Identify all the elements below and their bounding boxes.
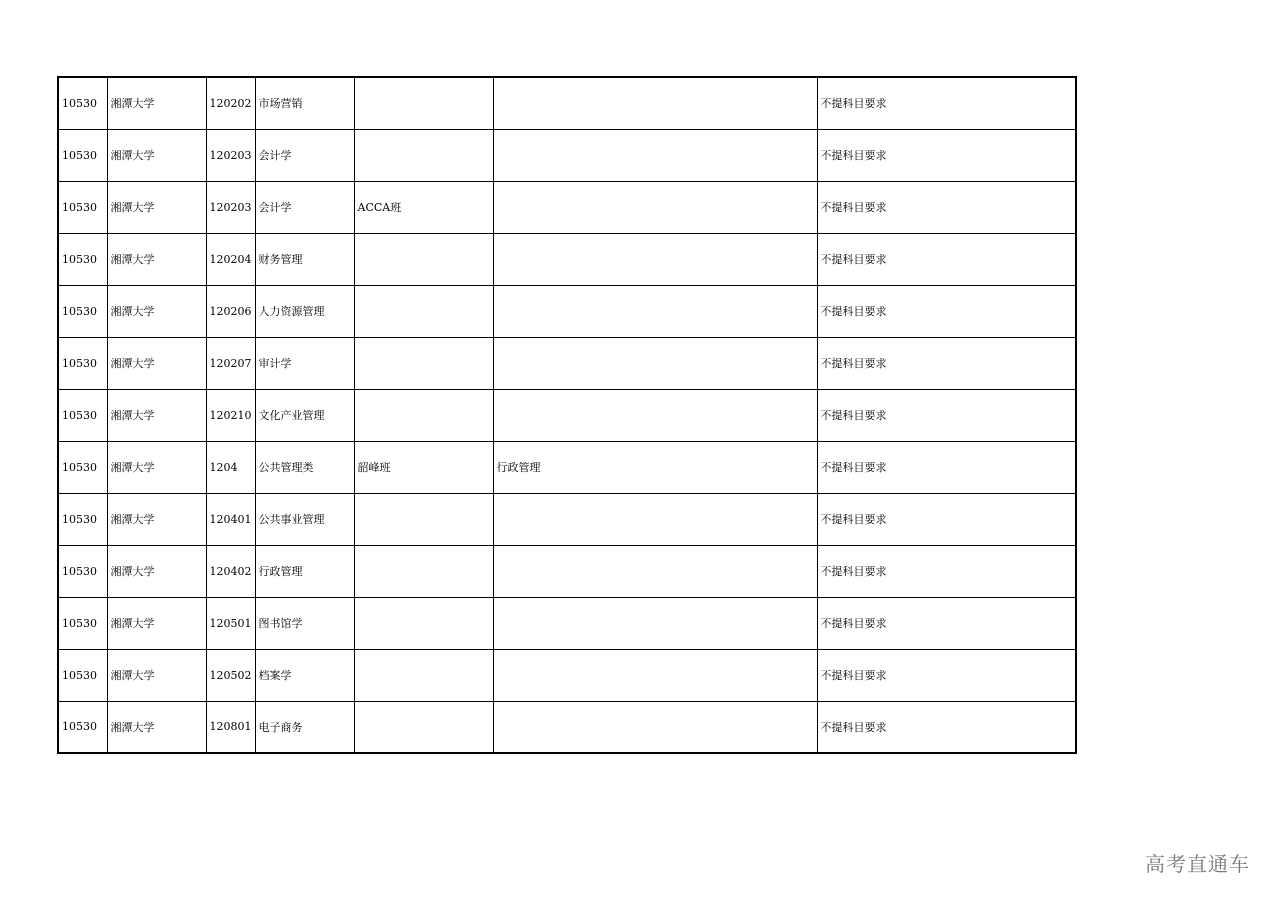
subject-requirement-cell: 不提科目要求 [817, 129, 1076, 181]
school-code-cell: 10530 [58, 597, 107, 649]
school-name-cell: 湘潭大学 [107, 77, 206, 129]
school-name-cell: 湘潭大学 [107, 441, 206, 493]
major-name-cell: 文化产业管理 [255, 389, 354, 441]
major-name-cell: 公共事业管理 [255, 493, 354, 545]
school-code-cell: 10530 [58, 493, 107, 545]
subject-requirement-cell: 不提科目要求 [817, 337, 1076, 389]
table-row [58, 129, 1076, 181]
major-code-cell: 120402 [206, 545, 255, 597]
major-code-cell: 120207 [206, 337, 255, 389]
subject-requirement-cell: 不提科目要求 [817, 597, 1076, 649]
school-name-cell: 湘潭大学 [107, 129, 206, 181]
table-row [58, 493, 1076, 545]
class-cell [354, 649, 493, 701]
table-row [58, 233, 1076, 285]
major-name-cell: 财务管理 [255, 233, 354, 285]
major-direction-cell [493, 181, 817, 233]
school-code-cell: 10530 [58, 649, 107, 701]
school-name-cell: 湘潭大学 [107, 337, 206, 389]
major-direction-cell [493, 597, 817, 649]
major-direction-cell [493, 545, 817, 597]
major-code-cell: 120502 [206, 649, 255, 701]
major-direction-cell [493, 493, 817, 545]
major-name-cell: 行政管理 [255, 545, 354, 597]
subject-requirement-cell: 不提科目要求 [817, 233, 1076, 285]
table-row [58, 441, 1076, 493]
class-cell [354, 285, 493, 337]
school-name-cell: 湘潭大学 [107, 545, 206, 597]
school-name-cell: 湘潭大学 [107, 181, 206, 233]
subject-requirement-cell: 不提科目要求 [817, 649, 1076, 701]
major-name-cell: 公共管理类 [255, 441, 354, 493]
subject-requirement-cell: 不提科目要求 [817, 389, 1076, 441]
major-code-cell: 120202 [206, 77, 255, 129]
table-body [58, 77, 1076, 753]
major-name-cell: 会计学 [255, 181, 354, 233]
school-name-cell: 湘潭大学 [107, 597, 206, 649]
table-row [58, 285, 1076, 337]
major-name-cell: 市场营销 [255, 77, 354, 129]
major-name-cell: 会计学 [255, 129, 354, 181]
major-direction-cell [493, 285, 817, 337]
major-code-cell: 120401 [206, 493, 255, 545]
table-row [58, 649, 1076, 701]
major-direction-cell [493, 337, 817, 389]
school-name-cell: 湘潭大学 [107, 493, 206, 545]
class-cell [354, 701, 493, 753]
class-cell: ACCA班 [354, 181, 493, 233]
table-row [58, 701, 1076, 753]
school-name-cell: 湘潭大学 [107, 649, 206, 701]
subject-requirement-cell: 不提科目要求 [817, 441, 1076, 493]
school-code-cell: 10530 [58, 389, 107, 441]
subject-requirement-cell: 不提科目要求 [817, 545, 1076, 597]
table-row [58, 545, 1076, 597]
major-direction-cell: 行政管理 [493, 441, 817, 493]
school-code-cell: 10530 [58, 701, 107, 753]
major-direction-cell [493, 233, 817, 285]
school-code-cell: 10530 [58, 441, 107, 493]
class-cell [354, 77, 493, 129]
class-cell: 韶峰班 [354, 441, 493, 493]
school-name-cell: 湘潭大学 [107, 701, 206, 753]
major-code-cell: 120206 [206, 285, 255, 337]
major-code-cell: 1204 [206, 441, 255, 493]
school-code-cell: 10530 [58, 129, 107, 181]
school-name-cell: 湘潭大学 [107, 389, 206, 441]
class-cell [354, 233, 493, 285]
major-code-cell: 120204 [206, 233, 255, 285]
major-direction-cell [493, 701, 817, 753]
major-direction-cell [493, 77, 817, 129]
school-name-cell: 湘潭大学 [107, 285, 206, 337]
table-row [58, 389, 1076, 441]
subject-requirement-cell: 不提科目要求 [817, 493, 1076, 545]
major-code-cell: 120210 [206, 389, 255, 441]
school-code-cell: 10530 [58, 285, 107, 337]
class-cell [354, 493, 493, 545]
major-direction-cell [493, 649, 817, 701]
requirements-table [57, 76, 1077, 754]
class-cell [354, 597, 493, 649]
major-name-cell: 人力资源管理 [255, 285, 354, 337]
school-code-cell: 10530 [58, 545, 107, 597]
major-name-cell: 档案学 [255, 649, 354, 701]
school-code-cell: 10530 [58, 77, 107, 129]
major-name-cell: 审计学 [255, 337, 354, 389]
table-row [58, 181, 1076, 233]
major-name-cell: 电子商务 [255, 701, 354, 753]
school-code-cell: 10530 [58, 337, 107, 389]
class-cell [354, 389, 493, 441]
major-name-cell: 图书馆学 [255, 597, 354, 649]
major-code-cell: 120801 [206, 701, 255, 753]
school-code-cell: 10530 [58, 233, 107, 285]
major-direction-cell [493, 389, 817, 441]
major-direction-cell [493, 129, 817, 181]
table-row [58, 77, 1076, 129]
subject-requirement-cell: 不提科目要求 [817, 285, 1076, 337]
table-row [58, 597, 1076, 649]
table-row [58, 337, 1076, 389]
major-code-cell: 120203 [206, 181, 255, 233]
subject-requirement-cell: 不提科目要求 [817, 181, 1076, 233]
school-code-cell: 10530 [58, 181, 107, 233]
class-cell [354, 129, 493, 181]
major-code-cell: 120203 [206, 129, 255, 181]
subject-requirement-cell: 不提科目要求 [817, 701, 1076, 753]
school-name-cell: 湘潭大学 [107, 233, 206, 285]
class-cell [354, 545, 493, 597]
watermark-text: 高考直通车 [1145, 852, 1250, 876]
class-cell [354, 337, 493, 389]
subject-requirement-cell: 不提科目要求 [817, 77, 1076, 129]
major-code-cell: 120501 [206, 597, 255, 649]
